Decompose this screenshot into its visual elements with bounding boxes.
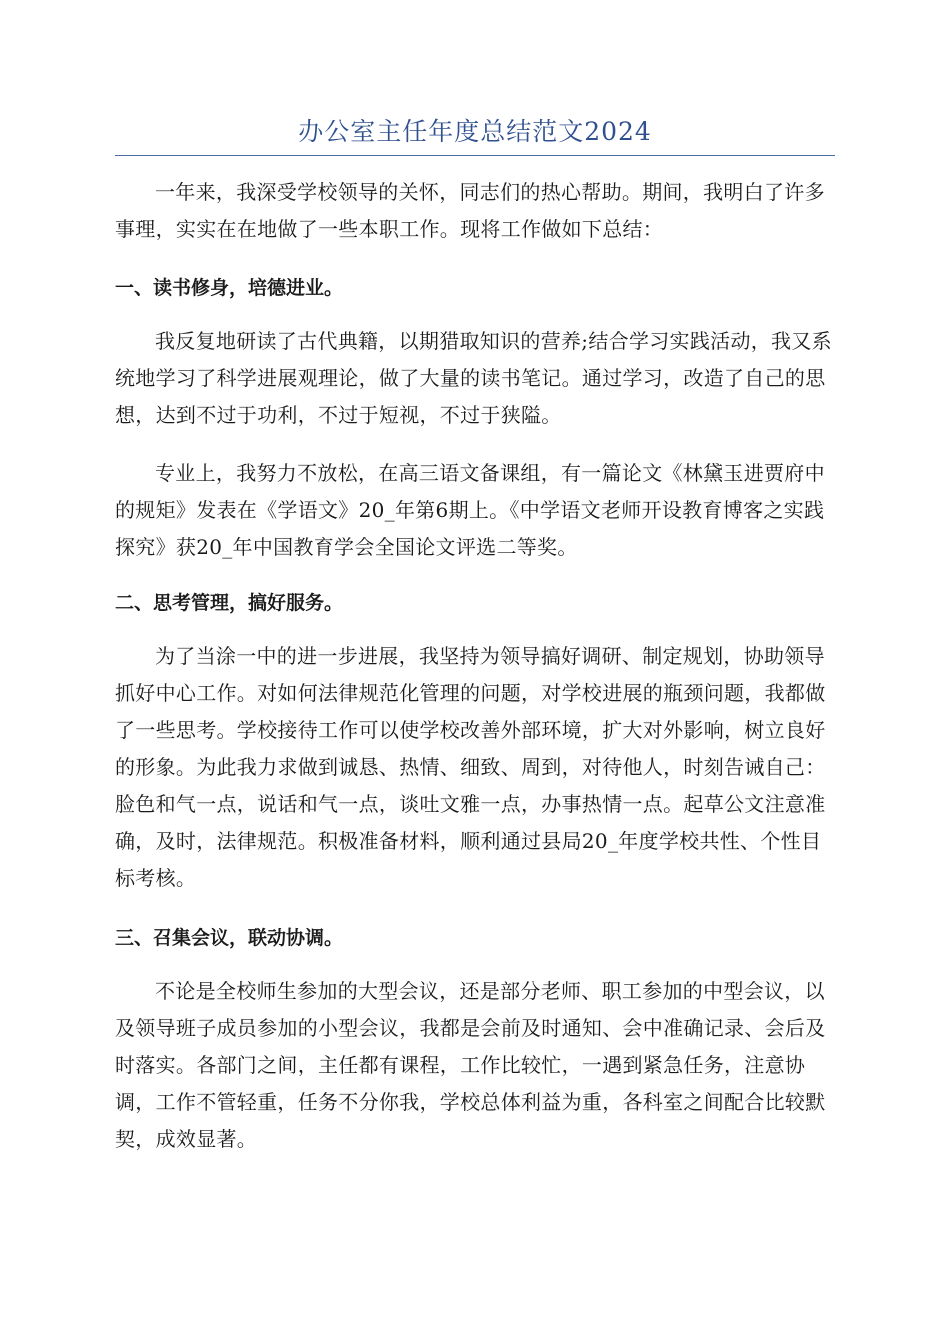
section-1-paragraph-2: 专业上，我努力不放松，在高三语文备课组，有一篇论文《林黛玉进贾府中的规矩》发表在《学语文》20_年第6期上。《中学语文老师开设教育博客之实践探究》获20_年中国教育学会全国论文评选二等奖。 <box>115 461 825 559</box>
section-2-paragraph-1: 为了当涂一中的进一步进展，我坚持为领导搞好调研、制定规划，协助领导抓好中心工作。对如何法律规范化管理的问题，对学校进展的瓶颈问题，我都做了一些思考。学校接待工作可以使学校改善外部环境，扩大对外影响，树立良好的形象。为此我力求做到诚恳、热情、细致、周到，对待他人，时刻告诫自己：脸色和气一点，说话和气一点，谈吐文雅一点，办事热情一点。起草公文注意准确，及时，法律规范。积极准备材料，顺利通过县局20_年度学校共性、个性目标考核。 <box>115 644 826 890</box>
document-title: 办公室主任年度总结范文2024 <box>298 117 652 146</box>
intro-paragraph: 一年来，我深受学校领导的关怀，同志们的热心帮助。期间，我明白了许多事理，实实在在地做了一些本职工作。现将工作做如下总结： <box>115 180 825 241</box>
section-3-heading: 三、召集会议，联动协调。 <box>115 927 344 949</box>
section-3-paragraph-1: 不论是全校师生参加的大型会议，还是部分老师、职工参加的中型会议，以及领导班子成员参加的小型会议，我都是会前及时通知、会中准确记录、会后及时落实。各部门之间，主任都有课程，工作比较忙，一遇到紧急任务，注意协调，工作不管轻重，任务不分你我，学校总体利益为重，各科室之间配合比较默契，成效显著。 <box>115 979 826 1151</box>
title-underline <box>115 155 835 156</box>
section-2-heading: 二、思考管理，搞好服务。 <box>115 592 344 614</box>
section-1-paragraph-1: 我反复地研读了古代典籍，以期猎取知识的营养;结合学习实践活动，我又系统地学习了科学进展观理论，做了大量的读书笔记。通过学习，改造了自己的思想，达到不过于功利，不过于短视，不过于狭隘。 <box>115 329 832 427</box>
section-1-heading: 一、读书修身，培德进业。 <box>115 277 344 299</box>
